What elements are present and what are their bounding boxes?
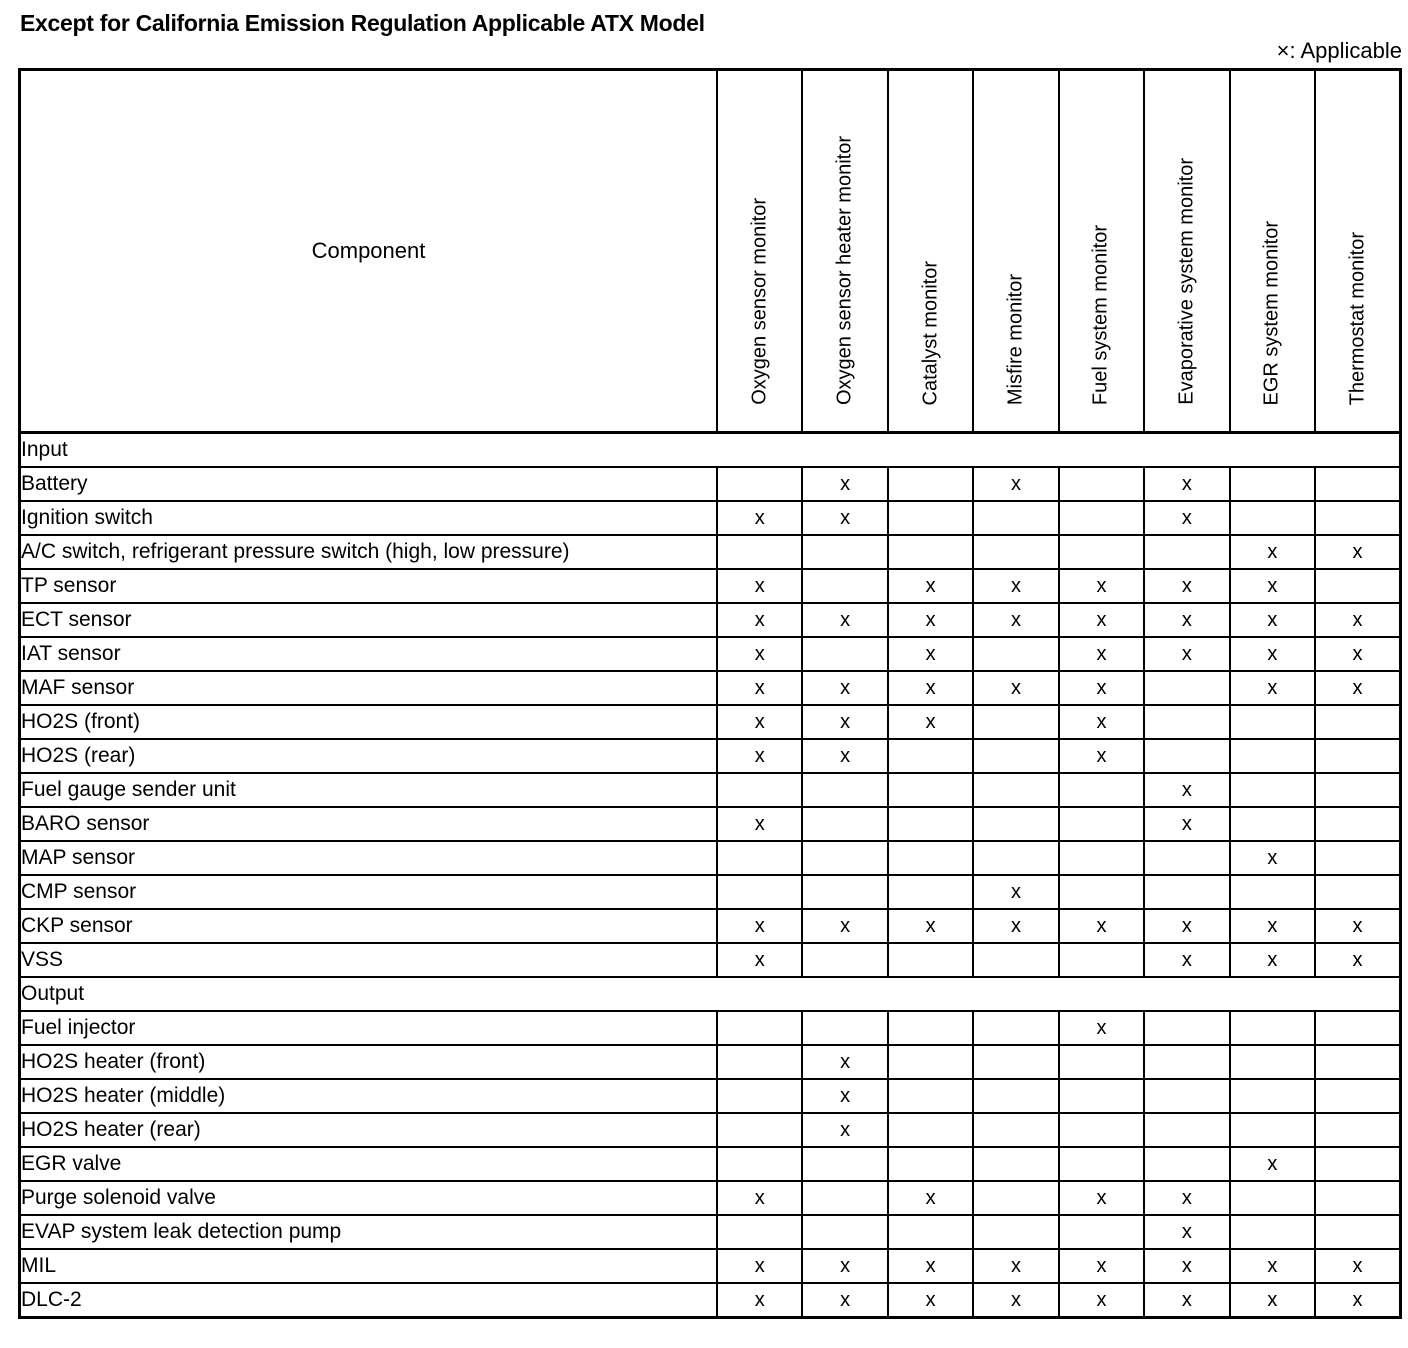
applicable-mark: x [1059, 569, 1144, 603]
applicable-mark: x [973, 671, 1058, 705]
applicable-mark: x [1144, 943, 1229, 977]
empty-cell [973, 705, 1058, 739]
applicable-mark: x [1230, 637, 1315, 671]
monitor-header: Thermostat monitor [1315, 70, 1400, 433]
applicable-mark: x [802, 739, 887, 773]
component-name: TP sensor [20, 569, 718, 603]
empty-cell [1230, 1181, 1315, 1215]
empty-cell [973, 773, 1058, 807]
component-name: Fuel injector [20, 1011, 718, 1045]
empty-cell [717, 1045, 802, 1079]
table-row [20, 467, 1401, 501]
component-name: HO2S (rear) [20, 739, 718, 773]
monitor-header: Evaporative system monitor [1144, 70, 1229, 433]
section-label: Input [20, 433, 1401, 468]
applicable-mark: x [888, 671, 973, 705]
empty-cell [1230, 1045, 1315, 1079]
applicable-mark: x [802, 501, 887, 535]
empty-cell [1230, 1215, 1315, 1249]
applicable-mark: x [1059, 705, 1144, 739]
empty-cell [1144, 535, 1229, 569]
applicable-mark: x [888, 909, 973, 943]
component-name: HO2S heater (front) [20, 1045, 718, 1079]
empty-cell [1315, 1045, 1400, 1079]
matrix-body [20, 433, 1401, 1318]
monitor-header: Oxygen sensor heater monitor [802, 70, 887, 433]
applicable-mark: x [1315, 943, 1400, 977]
applicable-mark: x [1230, 671, 1315, 705]
applicable-mark: x [1144, 467, 1229, 501]
applicable-mark: x [1144, 637, 1229, 671]
empty-cell [1315, 569, 1400, 603]
component-name: MIL [20, 1249, 718, 1283]
empty-cell [973, 739, 1058, 773]
empty-cell [1144, 1147, 1229, 1181]
table-row [20, 637, 1401, 671]
empty-cell [717, 773, 802, 807]
table-row [20, 1113, 1401, 1147]
component-name: Fuel gauge sender unit [20, 773, 718, 807]
applicable-mark: x [1144, 603, 1229, 637]
empty-cell [888, 943, 973, 977]
empty-cell [717, 1147, 802, 1181]
empty-cell [1315, 1011, 1400, 1045]
applicable-mark: x [1059, 1249, 1144, 1283]
applicable-mark: x [1230, 1283, 1315, 1318]
component-name: MAP sensor [20, 841, 718, 875]
applicable-mark: x [888, 1181, 973, 1215]
applicable-mark: x [973, 909, 1058, 943]
applicable-mark: x [1059, 909, 1144, 943]
applicable-mark: x [802, 909, 887, 943]
applicable-mark: x [802, 1113, 887, 1147]
empty-cell [1059, 1045, 1144, 1079]
empty-cell [1230, 501, 1315, 535]
empty-cell [973, 637, 1058, 671]
empty-cell [717, 1079, 802, 1113]
section-row-output [20, 977, 1401, 1011]
applicable-mark: x [717, 1249, 802, 1283]
applicable-mark: x [1144, 501, 1229, 535]
component-name: Purge solenoid valve [20, 1181, 718, 1215]
applicable-mark: x [1230, 603, 1315, 637]
empty-cell [973, 1045, 1058, 1079]
applicable-mark: x [1059, 603, 1144, 637]
table-row [20, 1045, 1401, 1079]
empty-cell [1059, 841, 1144, 875]
component-name: IAT sensor [20, 637, 718, 671]
empty-cell [1059, 807, 1144, 841]
empty-cell [802, 569, 887, 603]
applicable-mark: x [1315, 603, 1400, 637]
applicable-mark: x [888, 603, 973, 637]
empty-cell [888, 875, 973, 909]
component-name: EGR valve [20, 1147, 718, 1181]
applicable-mark: x [717, 501, 802, 535]
table-row [20, 909, 1401, 943]
empty-cell [1059, 1079, 1144, 1113]
applicable-mark: x [973, 1283, 1058, 1318]
empty-cell [888, 1147, 973, 1181]
applicable-mark: x [1144, 1181, 1229, 1215]
empty-cell [888, 739, 973, 773]
applicable-mark: x [888, 1249, 973, 1283]
empty-cell [1230, 1113, 1315, 1147]
applicable-mark: x [802, 671, 887, 705]
empty-cell [1144, 1011, 1229, 1045]
empty-cell [973, 1181, 1058, 1215]
section-row-input [20, 433, 1401, 468]
empty-cell [973, 1011, 1058, 1045]
applicable-mark: x [717, 943, 802, 977]
applicable-mark: x [717, 569, 802, 603]
empty-cell [1315, 1079, 1400, 1113]
applicable-mark: x [802, 1249, 887, 1283]
empty-cell [1144, 875, 1229, 909]
empty-cell [888, 501, 973, 535]
empty-cell [1144, 671, 1229, 705]
empty-cell [1315, 1215, 1400, 1249]
empty-cell [1059, 501, 1144, 535]
empty-cell [1059, 1147, 1144, 1181]
empty-cell [1315, 773, 1400, 807]
empty-cell [717, 1011, 802, 1045]
empty-cell [973, 807, 1058, 841]
empty-cell [1059, 467, 1144, 501]
empty-cell [717, 841, 802, 875]
applicable-mark: x [888, 637, 973, 671]
table-row [20, 501, 1401, 535]
component-name: HO2S heater (middle) [20, 1079, 718, 1113]
empty-cell [1315, 807, 1400, 841]
component-name: EVAP system leak detection pump [20, 1215, 718, 1249]
empty-cell [1315, 501, 1400, 535]
empty-cell [1144, 841, 1229, 875]
applicable-mark: x [1059, 1011, 1144, 1045]
applicable-mark: x [1059, 1283, 1144, 1318]
applicable-mark: x [802, 603, 887, 637]
empty-cell [973, 501, 1058, 535]
applicable-mark: x [717, 909, 802, 943]
empty-cell [973, 535, 1058, 569]
applicable-mark: x [1315, 535, 1400, 569]
empty-cell [1059, 1113, 1144, 1147]
empty-cell [888, 1113, 973, 1147]
empty-cell [1144, 705, 1229, 739]
legend-applicable: ×: Applicable [1276, 38, 1402, 63]
applicable-mark: x [1230, 943, 1315, 977]
component-column-header: Component [20, 70, 718, 433]
applicable-mark: x [1230, 909, 1315, 943]
empty-cell [888, 1045, 973, 1079]
component-name: MAF sensor [20, 671, 718, 705]
empty-cell [1059, 943, 1144, 977]
applicable-mark: x [1230, 569, 1315, 603]
applicable-mark: x [1315, 909, 1400, 943]
table-row [20, 705, 1401, 739]
empty-cell [717, 1113, 802, 1147]
empty-cell [973, 943, 1058, 977]
applicable-mark: x [802, 1283, 887, 1318]
empty-cell [717, 1215, 802, 1249]
applicable-mark: x [973, 467, 1058, 501]
empty-cell [1315, 1147, 1400, 1181]
empty-cell [888, 841, 973, 875]
empty-cell [888, 467, 973, 501]
empty-cell [802, 1181, 887, 1215]
empty-cell [973, 1215, 1058, 1249]
applicable-mark: x [717, 603, 802, 637]
applicable-mark: x [1144, 1215, 1229, 1249]
applicable-mark: x [1059, 671, 1144, 705]
applicable-mark: x [888, 705, 973, 739]
applicable-mark: x [717, 671, 802, 705]
empty-cell [1059, 535, 1144, 569]
empty-cell [717, 467, 802, 501]
applicable-mark: x [802, 467, 887, 501]
empty-cell [1230, 807, 1315, 841]
empty-cell [888, 1215, 973, 1249]
component-name: Ignition switch [20, 501, 718, 535]
empty-cell [1315, 705, 1400, 739]
empty-cell [717, 875, 802, 909]
empty-cell [1144, 1113, 1229, 1147]
empty-cell [888, 1079, 973, 1113]
empty-cell [1315, 875, 1400, 909]
monitor-header: EGR system monitor [1230, 70, 1315, 433]
component-name: HO2S (front) [20, 705, 718, 739]
empty-cell [1230, 467, 1315, 501]
applicable-mark: x [973, 875, 1058, 909]
empty-cell [1059, 773, 1144, 807]
applicable-mark: x [973, 603, 1058, 637]
empty-cell [973, 841, 1058, 875]
empty-cell [802, 637, 887, 671]
component-name: VSS [20, 943, 718, 977]
table-row [20, 773, 1401, 807]
table-row [20, 1011, 1401, 1045]
applicable-mark: x [802, 705, 887, 739]
table-row [20, 535, 1401, 569]
table-row [20, 739, 1401, 773]
table-row [20, 1181, 1401, 1215]
applicable-mark: x [802, 1045, 887, 1079]
empty-cell [1230, 773, 1315, 807]
monitor-header: Misfire monitor [973, 70, 1058, 433]
component-name: CMP sensor [20, 875, 718, 909]
applicable-mark: x [1059, 637, 1144, 671]
empty-cell [1059, 875, 1144, 909]
component-name: BARO sensor [20, 807, 718, 841]
component-name: Battery [20, 467, 718, 501]
applicable-mark: x [717, 637, 802, 671]
empty-cell [1230, 1079, 1315, 1113]
empty-cell [1144, 739, 1229, 773]
applicable-mark: x [717, 705, 802, 739]
applicable-mark: x [1230, 841, 1315, 875]
monitor-header: Fuel system monitor [1059, 70, 1144, 433]
empty-cell [1315, 1181, 1400, 1215]
empty-cell [802, 943, 887, 977]
empty-cell [802, 1011, 887, 1045]
applicable-mark: x [973, 569, 1058, 603]
empty-cell [1315, 467, 1400, 501]
section-label: Output [20, 977, 1401, 1011]
applicable-mark: x [717, 1283, 802, 1318]
applicable-mark: x [1315, 1249, 1400, 1283]
empty-cell [973, 1147, 1058, 1181]
empty-cell [1315, 1113, 1400, 1147]
empty-cell [888, 773, 973, 807]
applicable-mark: x [717, 739, 802, 773]
applicable-mark: x [1144, 1283, 1229, 1318]
table-row [20, 875, 1401, 909]
empty-cell [802, 1215, 887, 1249]
empty-cell [973, 1079, 1058, 1113]
applicable-mark: x [1315, 637, 1400, 671]
empty-cell [1144, 1045, 1229, 1079]
table-row [20, 603, 1401, 637]
applicable-mark: x [1144, 807, 1229, 841]
applicable-mark: x [1315, 671, 1400, 705]
empty-cell [973, 1113, 1058, 1147]
table-row [20, 1079, 1401, 1113]
monitor-component-matrix [18, 68, 1402, 1319]
component-name: A/C switch, refrigerant pressure switch (high, low pressure) [20, 535, 718, 569]
empty-cell [1315, 739, 1400, 773]
table-row [20, 943, 1401, 977]
table-row [20, 1249, 1401, 1283]
applicable-mark: x [1144, 773, 1229, 807]
empty-cell [888, 807, 973, 841]
empty-cell [1230, 705, 1315, 739]
empty-cell [1230, 1011, 1315, 1045]
table-row [20, 807, 1401, 841]
component-name: ECT sensor [20, 603, 718, 637]
empty-cell [802, 841, 887, 875]
applicable-mark: x [1230, 1249, 1315, 1283]
monitor-header: Catalyst monitor [888, 70, 973, 433]
table-row [20, 1283, 1401, 1318]
component-name: CKP sensor [20, 909, 718, 943]
empty-cell [888, 535, 973, 569]
table-row [20, 671, 1401, 705]
applicable-mark: x [802, 1079, 887, 1113]
empty-cell [1059, 1215, 1144, 1249]
table-row [20, 1215, 1401, 1249]
applicable-mark: x [1144, 569, 1229, 603]
empty-cell [802, 875, 887, 909]
applicable-mark: x [973, 1249, 1058, 1283]
empty-cell [802, 535, 887, 569]
table-row [20, 1147, 1401, 1181]
applicable-mark: x [1059, 739, 1144, 773]
applicable-mark: x [888, 1283, 973, 1318]
empty-cell [717, 535, 802, 569]
applicable-mark: x [717, 807, 802, 841]
applicable-mark: x [1144, 909, 1229, 943]
component-name: DLC-2 [20, 1283, 718, 1318]
applicable-mark: x [717, 1181, 802, 1215]
table-row [20, 841, 1401, 875]
empty-cell [1144, 1079, 1229, 1113]
applicable-mark: x [1315, 1283, 1400, 1318]
empty-cell [888, 1011, 973, 1045]
empty-cell [802, 807, 887, 841]
applicable-mark: x [1230, 535, 1315, 569]
empty-cell [1230, 739, 1315, 773]
component-name: HO2S heater (rear) [20, 1113, 718, 1147]
empty-cell [802, 1147, 887, 1181]
table-row [20, 569, 1401, 603]
monitor-header: Oxygen sensor monitor [717, 70, 802, 433]
header-row [20, 70, 1401, 433]
applicable-mark: x [888, 569, 973, 603]
empty-cell [802, 773, 887, 807]
empty-cell [1230, 875, 1315, 909]
applicable-mark: x [1144, 1249, 1229, 1283]
applicable-mark: x [1230, 1147, 1315, 1181]
empty-cell [1315, 841, 1400, 875]
document-title: Except for California Emission Regulation Applicable ATX Model [20, 10, 705, 36]
applicable-mark: x [1059, 1181, 1144, 1215]
